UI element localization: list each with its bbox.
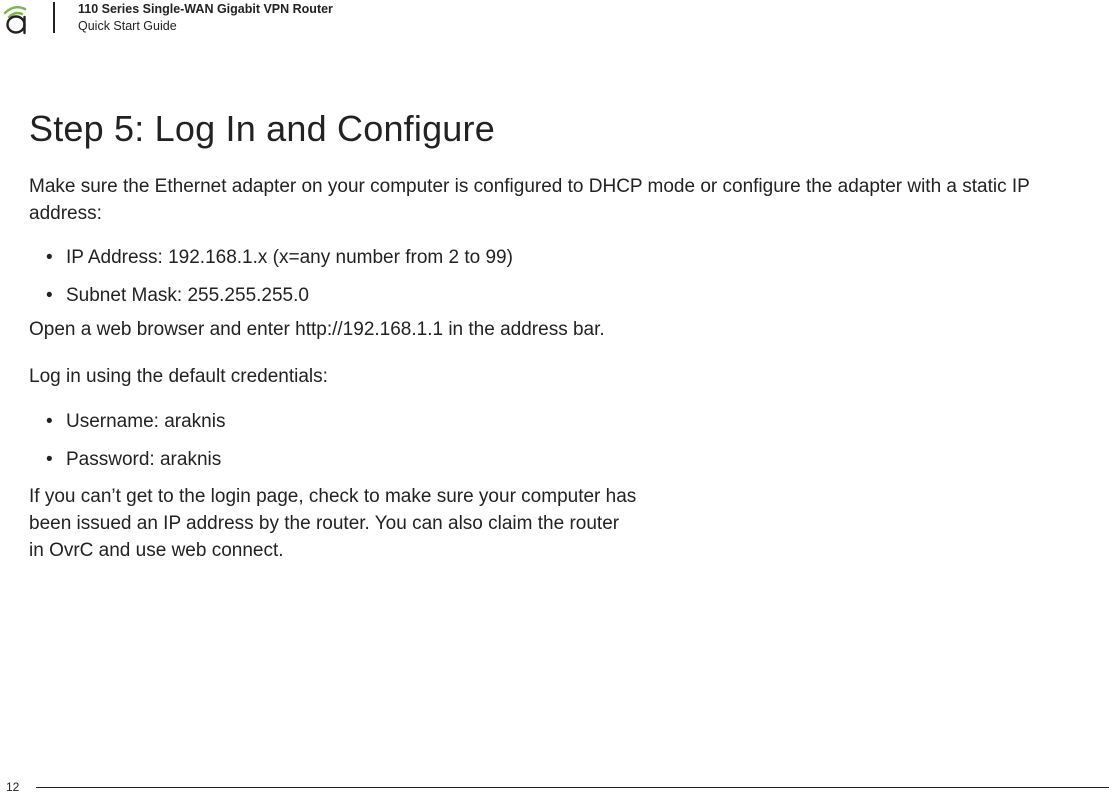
credentials-list [29, 403, 225, 479]
username-text: Username: araknis [66, 411, 226, 432]
ip-address-text: IP Address: 192.168.1.x (x=any number from 2 to 99) [66, 247, 513, 268]
page-header [0, 0, 600, 40]
ip-settings-list [29, 239, 513, 315]
intro-paragraph: Make sure the Ethernet adapter on your computer is configured to DHCP mode or configure the adapter with a static IP address: [29, 176, 1030, 224]
document-title: 110 Series Single-WAN Gigabit VPN Router [78, 2, 333, 16]
page-number: 12 [6, 780, 20, 794]
list-item: • Password: araknis [46, 449, 222, 470]
subnet-mask-text: Subnet Mask: 255.255.255.0 [66, 285, 309, 306]
troubleshooting-paragraph: If you can’t get to the login page, check to make sure your computer has been issued an IP address by the router. You can also claim the router in OvrC and use web connect. [29, 486, 637, 561]
list-item: • Subnet Mask: 255.255.255.0 [46, 285, 309, 306]
step-title: Step 5: Log In and Configure [29, 108, 495, 149]
header-divider [53, 2, 55, 33]
password-text: Password: araknis [66, 449, 222, 470]
list-item: • IP Address: 192.168.1.x (x=any number from 2 to 99) [46, 247, 513, 268]
footer-rule [36, 787, 1109, 788]
login-intro: Log in using the default credentials: [29, 366, 328, 387]
list-item: • Username: araknis [46, 411, 226, 432]
document-subtitle: Quick Start Guide [78, 19, 177, 33]
araknis-logo-icon [2, 0, 36, 36]
browser-instruction: Open a web browser and enter http://192.168.1.1 in the address bar. [29, 319, 605, 340]
